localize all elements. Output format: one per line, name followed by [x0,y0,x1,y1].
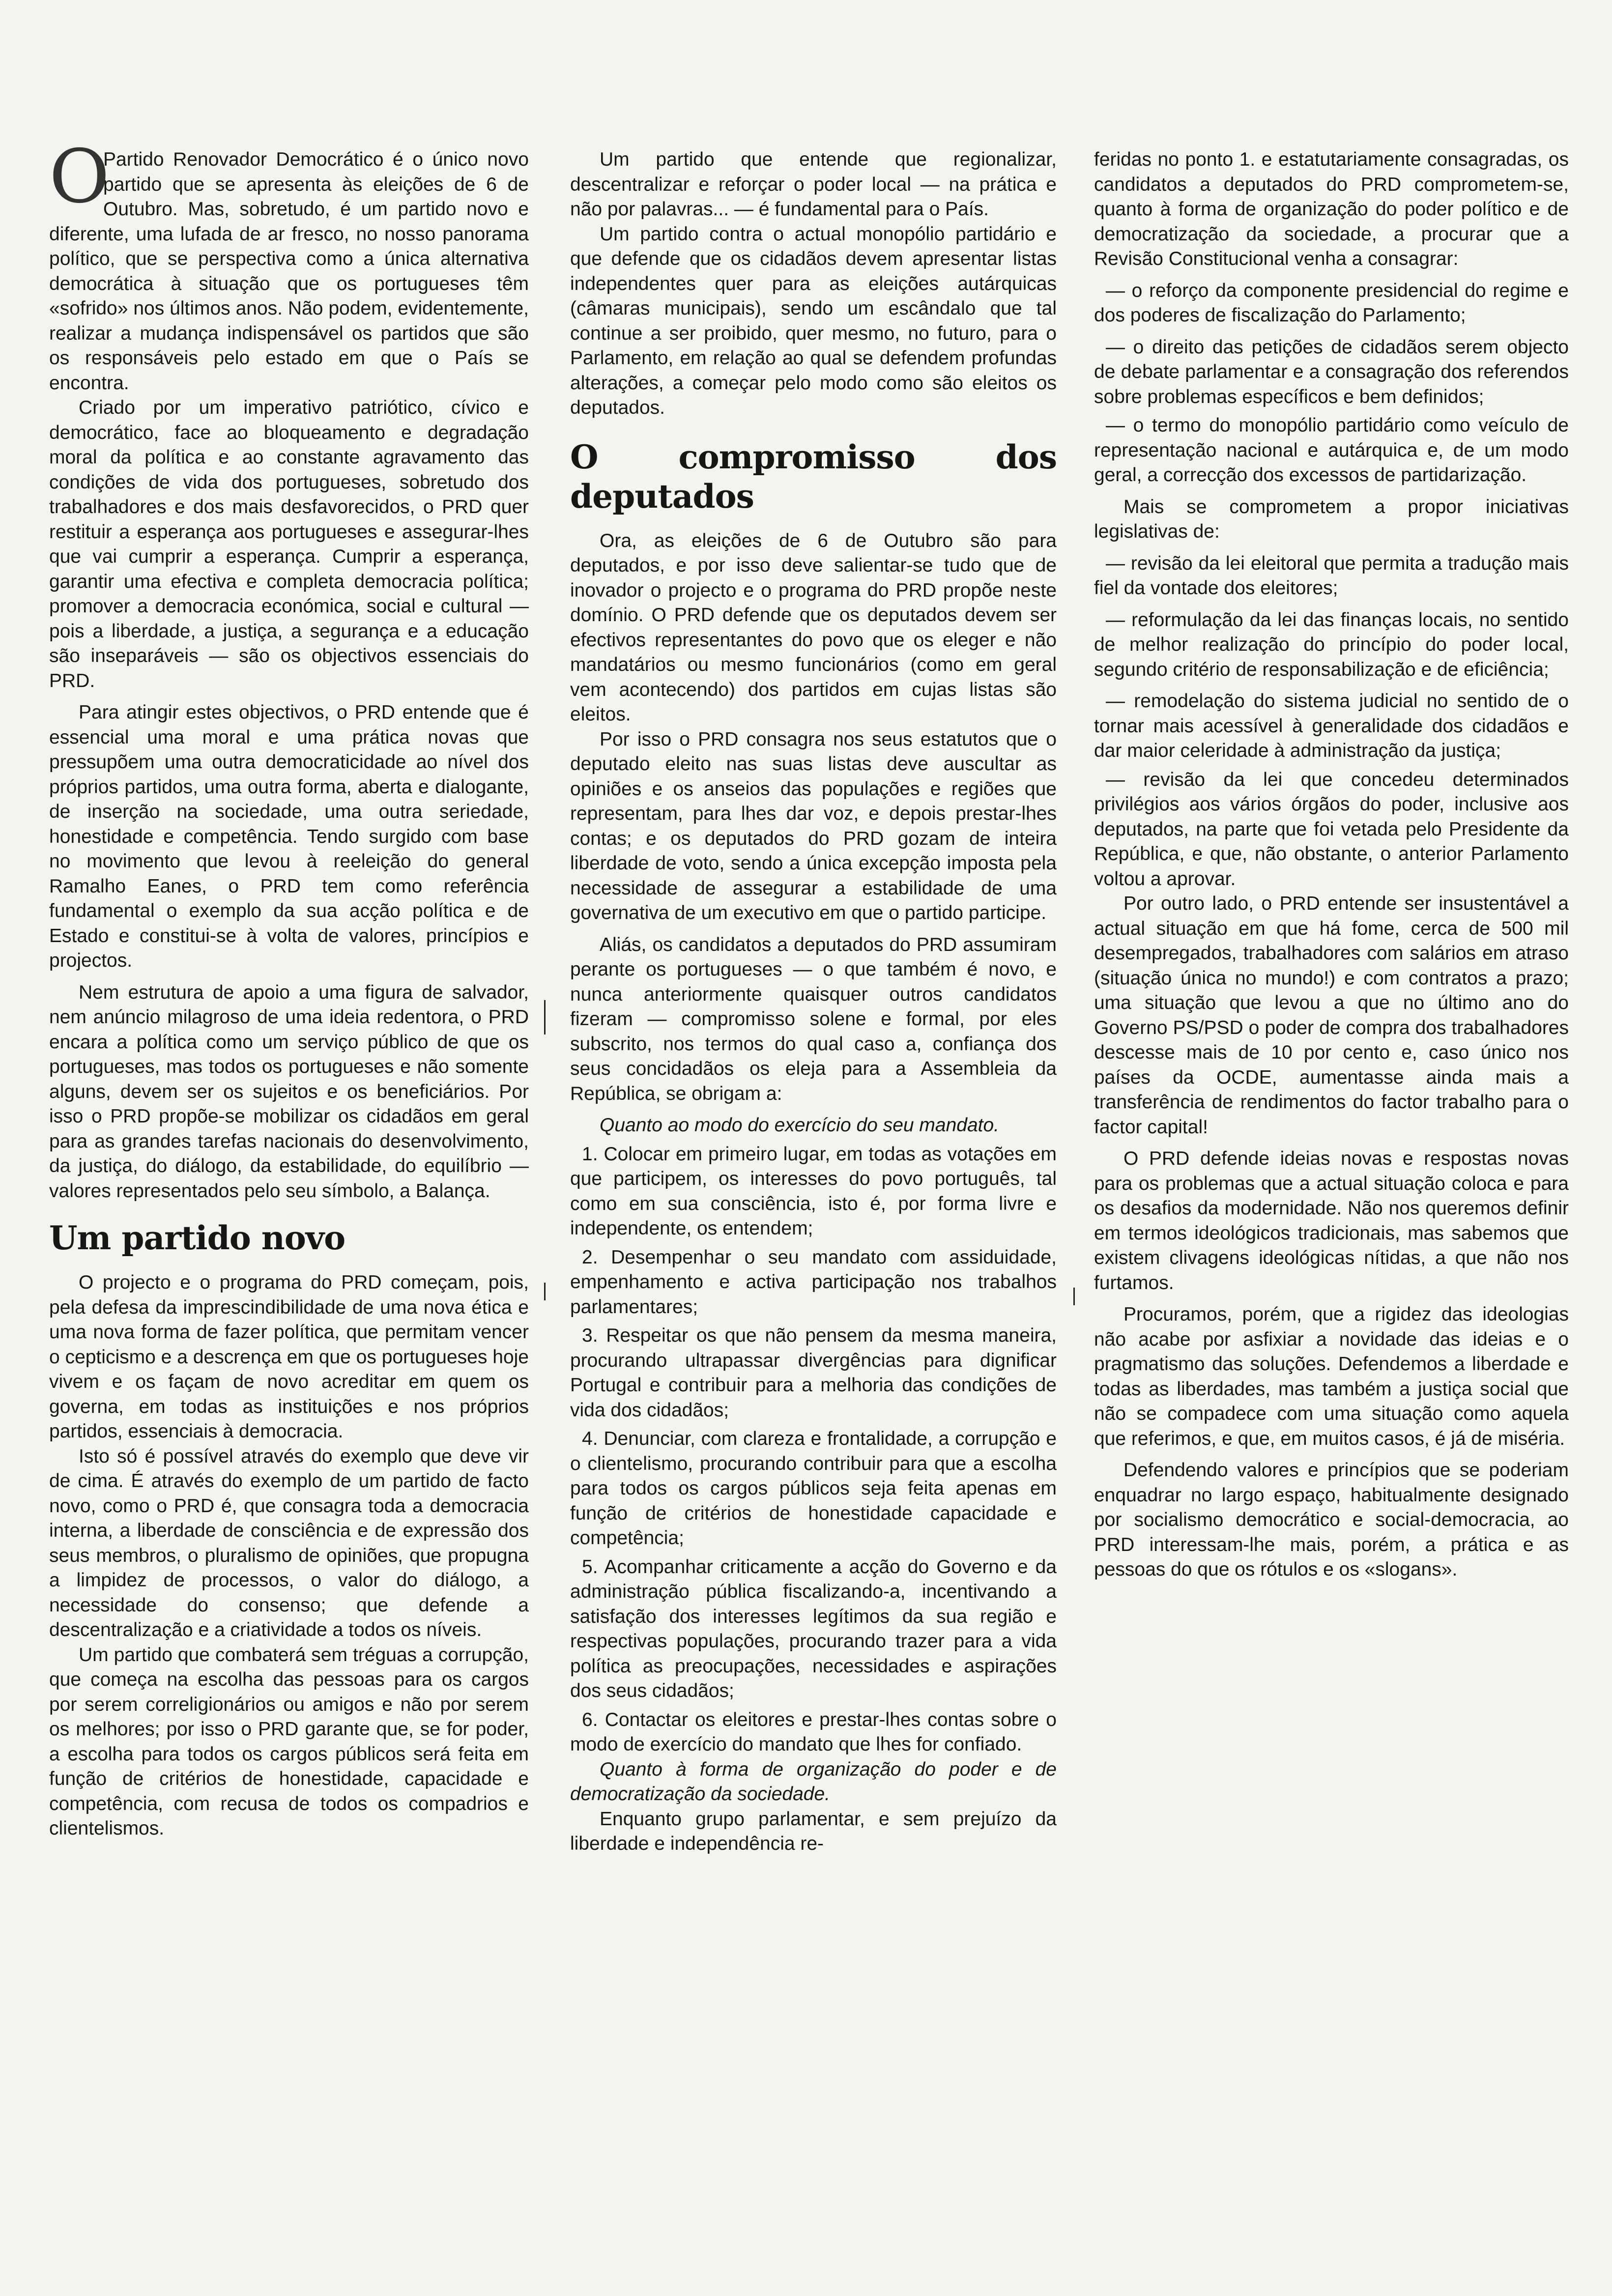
paragraph: Para atingir estes objectivos, o PRD entende que é essencial uma moral e uma prática novas que pressupõem uma outra democraticidade ao nível dos próprios partidos, uma outra forma, aberta e dialogante, de inserção na sociedade, uma outra seriedade, honestidade e competência. Tendo surgido com base no movimento que levou à reeleição do general Ramalho Eanes, o PRD tem como referência fundamental o exemplo da sua acção política e de Estado e constitui-se à volta de valores, princípios e projectos. [49,702,529,971]
paragraph: Quanto à forma de organização do poder e de democratização da sociedade. [570,1758,1057,1805]
paragraph: O projecto e o programa do PRD começam, pois, pela defesa da imprescindibilidade de uma nova ética e uma nova forma de fazer política, que permitam vencer o cepticismo e a descrença em que os portugueses hoje vivem e os façam de novo acreditar em quem os governa, em todas as instituições e nos próprios partidos, essenciais à democracia. [49,1272,529,1442]
paragraph: Um partido que combaterá sem tréguas a corrupção, que começa na escolha das pessoas para os cargos por serem correligionários ou amigos e não por serem os melhores; por isso o PRD garante que, se for poder, a escolha para todos os cargos públicos será feita em função de critérios de honestidade, capacidade e competência, com recusa de todos os compadrios e clientelismos. [49,1644,529,1839]
list-item: 3. Respeitar os que não pensem da mesma maneira, procurando ultrapassar divergências para dignificar Portugal e contribuir para a melhoria das condições de vida dos cidadãos; [570,1325,1057,1421]
gutter-mark [1073,1288,1075,1305]
drop-cap: O [49,134,110,220]
article-column-3 [1094,147,1569,1582]
list-item: 2. Desempenhar o seu mandato com assiduidade, empenhamento e activa participação nos trabalhos parlamentares; [570,1246,1057,1318]
paragraph: Um partido contra o actual monopólio partidário e que defende que os cidadãos devem apresentar listas independentes quer para as eleições autárquicas (câmaras municipais), sendo um escândalo que tal continue a ser proibido, quer mesmo, no futuro, para o Parlamento, em relação ao qual se defendem profundas alterações, a começar pelo modo como são eleitos os deputados. [570,223,1057,418]
list-item: — reformulação da lei das finanças locais, no sentido de melhor realização do princípio do poder local, segundo critério de responsabilização e de eficiência; [1094,609,1569,680]
list-item: 1. Colocar em primeiro lugar, em todas as votações em que participem, os interesses do povo português, tal como em sua consciência, isto é, por forma livre e independente, os entendem; [570,1143,1057,1239]
list-item: — o termo do monopólio partidário como veículo de representação nacional e autárquica e, de um modo geral, a correcção dos excessos de partidarização. [1094,415,1569,486]
list-item: 6. Contactar os eleitores e prestar-lhes contas sobre o modo de exercício do mandato que lhes for confiado. [570,1709,1057,1755]
paragraph: Criado por um imperativo patriótico, cívico e democrático, face ao bloqueamento e degradação moral da política e ao constante agravamento das condições de vida dos portugueses, sobretudo dos trabalhadores e dos mais desfavorecidos, o PRD quer restituir a esperança aos portugueses e assegurar-lhes que vai cumprir a esperança. Cumprir a esperança, garantir uma efectiva e completa democracia política; promover a democracia económica, social e cultural — pois a liberdade, a justiça, a segurança e a educação são inseparáveis — são os objectivos essenciais do PRD. [49,397,529,691]
paragraph: Quanto ao modo do exercício do seu mandato. [600,1115,1000,1136]
article-column-2 [570,147,1057,1857]
paragraph: Um partido que entende que regionalizar, descentralizar e reforçar o poder local — na prática e não por palavras... — é fundamental para o País. [570,149,1057,220]
list-item: — o reforço da componente presidencial do regime e dos poderes de fiscalização do Parlamento; [1094,280,1569,326]
article-column-1 [49,134,529,1841]
paragraph: O PRD defende ideias novas e respostas novas para os problemas que a actual situação coloca e para os desafios da modernidade. Não nos queremos definir em termos ideológicos tradicionais, mas sabemos que existem clivagens ideológicas nítidas, a que não nos furtamos. [1094,1148,1569,1293]
paragraph: Por isso o PRD consagra nos seus estatutos que o deputado eleito nas suas listas deve auscultar as opiniões e os anseios das populações e regiões que representam, para lhes dar voz, e depois prestar-lhes contas; e os deputados do PRD gozam de inteira liberdade de voto, sendo a única excepção imposta pela necessidade de assegurar a estabilidade de uma governativa de um executivo em que o partido participe. [570,728,1057,923]
paragraph: Ora, as eleições de 6 de Outubro são para deputados, e por isso deve salientar-se tudo que de inovador o projecto e o programa do PRD propõe neste domínio. O PRD defende que os deputados devem ser efectivos representantes do povo que os eleger e não mandatários ou mesmo funcionários (como em geral vem acontecendo) dos partidos em cujas listas são eleitos. [570,530,1057,725]
paragraph: Aliás, os candidatos a deputados do PRD assumiram perante os portugueses — o que também é novo, e nunca anteriormente quaisquer outros candidatos fizeram — compromisso solene e formal, por eles subscrito, nos termos do qual caso a, confiança dos seus concidadãos os eleja para a Assembleia da República, se obrigam a: [570,934,1057,1104]
section-heading: Um partido novo [49,1219,345,1257]
section-heading: O compromisso dos deputados [570,437,1057,516]
list-item: 4. Denunciar, com clareza e frontalidade, a corrupção e o clientelismo, procurando contribuir para que a escolha para todos os cargos públicos seja feita apenas em função de critérios de honestidade capacidade e competência; [570,1428,1057,1549]
list-item: — remodelação do sistema judicial no sentido de o tornar mais acessível à generalidade dos cidadãos e dar maior celeridade à administração da justiça; [1094,690,1569,761]
gutter-mark [544,1000,546,1034]
paragraph: Mais se comprometem a propor iniciativas legislativas de: [1094,496,1569,542]
paragraph: feridas no ponto 1. e estatutariamente consagradas, os candidatos a deputados do PRD comprometem-se, quanto à forma de organização do poder político e de democratização da sociedade, a procurar que a Revisão Constitucional venha a consagrar: [1094,149,1569,269]
list-item: — revisão da lei que concedeu determinados privilégios aos vários órgãos do poder, inclusive aos deputados, na parte que foi vetada pelo Presidente da República, e que, não obstante, o anterior Parlamento voltou a aprovar. [1094,769,1569,890]
paragraph: Procuramos, porém, que a rigidez das ideologias não acabe por asfixiar a novidade das ideias e o pragmatismo das soluções. Defendemos a liberdade e todas as liberdades, mas também a justiça social que não se compadece com uma situação como aquela que referimos, e que, em muitos casos, é já de miséria. [1094,1304,1569,1449]
list-item: 5. Acompanhar criticamente a acção do Governo e da administração pública fiscalizando-a, incentivando a satisfação dos interesses legítimos da sua região e respectivas populações, procurando trazer para a vida política as preocupações, necessidades e aspirações dos seus cidadãos; [570,1556,1057,1701]
paragraph: Defendendo valores e princípios que se poderiam enquadrar no largo espaço, habitualmente designado por socialismo democrático e social-democracia, ao PRD interessam-lhe mais, porém, a prática e as pessoas do que os rótulos e os «slogans». [1094,1460,1569,1580]
paragraph: Nem estrutura de apoio a uma figura de salvador, nem anúncio milagroso de uma ideia redentora, o PRD encara a política como um serviço público de que os portugueses, mas todos os portugueses e não somente alguns, devem ser os sujeitos e os beneficiários. Por isso o PRD propõe-se mobilizar os cidadãos em geral para as grandes tarefas nacionais do desenvolvimento, da justiça, do diálogo, da estabilidade, do equilíbrio — valores representados pelo seu símbolo, a Balança. [49,981,529,1202]
gutter-mark [544,1283,546,1300]
list-item: — revisão da lei eleitoral que permita a tradução mais fiel da vontade dos eleitores; [1094,552,1569,599]
paragraph: Enquanto grupo parlamentar, e sem prejuízo da liberdade e independência re- [570,1808,1057,1854]
paragraph: Isto só é possível através do exemplo que deve vir de cima. É através do exemplo de um partido de facto novo, como o PRD é, que consagra toda a democracia interna, a liberdade de consciência e de expressão dos seus membros, o pluralismo de opiniões, que propugna a limpidez de processos, o valor do diálogo, a necessidade do consenso; que defende a descentralização e a criatividade a todos os níveis. [49,1445,529,1640]
paragraph: Por outro lado, o PRD entende ser insustentável a actual situação em que há fome, cerca de 500 mil desempregados, trabalhadores com salários em atraso (situação única no mundo!) e com contratos a prazo; uma situação que levou a que no último ano do Governo PS/PSD o poder de compra dos trabalhadores descesse mais de 10 por cento e, caso único nos países da OCDE, aumentasse ainda mais a transferência de rendimentos do factor trabalho para o factor capital! [1094,893,1569,1138]
list-item: — o direito das petições de cidadãos serem objecto de debate parlamentar e a consagração dos referendos sobre problemas específicos e bem definidos; [1094,336,1569,407]
paragraph: Partido Renovador Democrático é o único novo partido que se apresenta às eleições de 6 de Outubro. Mas, sobretudo, é um partido novo e diferente, uma lufada de ar fresco, no nosso panorama político, que se perspectiva como a única alternativa democrática à situação que os portugueses têm «sofrido» nos últimos anos. Não podem, evidentemente, realizar a mudança indispensável os partidos que são os responsáveis pelo estado em que o País se encontra. [49,149,529,394]
